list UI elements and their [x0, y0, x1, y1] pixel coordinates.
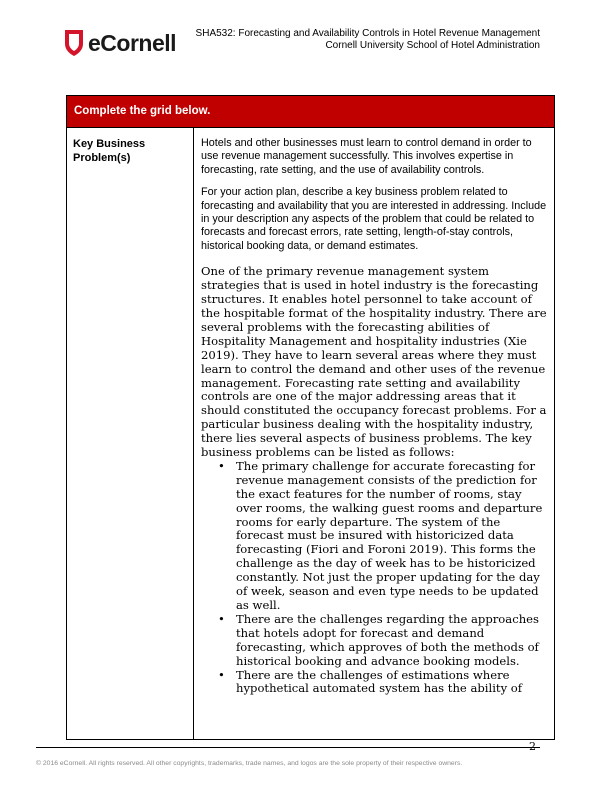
- page-number: 2: [529, 740, 536, 753]
- document-header: [196, 28, 540, 52]
- bullet-icon: •: [218, 667, 225, 682]
- grid-row: [67, 128, 554, 740]
- list-item-text: There are the challenges regarding the approaches that hotels adopt for forecast and demand forecasting, which approves of both the methods of historical booking and advance booking models.: [236, 611, 539, 668]
- copyright-notice: © 2016 eCornell. All rights reserved. All other copyrights, trademarks, trade names, and logos are the sole property of their respective owners.: [36, 760, 463, 767]
- course-title: SHA532: Forecasting and Availability Controls in Hotel Revenue Management: [195, 28, 540, 39]
- row-content: [194, 128, 554, 696]
- list-item: [218, 611, 548, 669]
- prompt-paragraph-1: Hotels and other businesses must learn to control demand in order to use revenue management successfully. This involves expertise in forecasting, rate setting, and the use of availability controls.: [201, 137, 532, 176]
- footer-divider: [36, 747, 540, 748]
- shield-icon: [64, 29, 84, 57]
- bullet-icon: •: [218, 611, 225, 626]
- row-label: Key Business Problem(s): [67, 128, 194, 740]
- prompt-paragraph-2: For your action plan, describe a key business problem related to forecasting and availability that you are interested in addressing. Include in your description any aspects of the problem that could be related to forecasts and forecast errors, rate setting, length-of-stay controls, historical booking data, or demand estimates.: [201, 186, 547, 252]
- school-name: Cornell University School of Hotel Administration: [325, 40, 540, 51]
- brand-name: eCornell: [88, 29, 177, 56]
- answer-paragraph: One of the primary revenue management system strategies that is used in hotel industry is the forecasting structures. It enables hotel personnel to take account of the hospitable format of the hospitality industry. There are several problems with the forecasting abilities of Hospitality Management and hospitality industries (Xie 2019). They have to learn several areas where they must learn to control the demand and other uses of the revenue management. Forecasting rate setting and availability controls are one of the major addressing areas that it should constituted the occupancy forecast problems. For a particular business dealing with the hospitality industry, there lies several aspects of business problems. The key business problems can be listed as follows:: [201, 264, 547, 460]
- bullet-icon: •: [218, 458, 225, 473]
- ecornell-logo: [64, 28, 176, 58]
- list-item-text: There are the challenges of estimations where hypothetical automated system has the ability of: [236, 667, 523, 696]
- list-item: [218, 458, 548, 613]
- list-item: [218, 667, 548, 697]
- list-item-text: The primary challenge for accurate forecasting for revenue management consists of the prediction for the exact features for the number of rooms, stay over rooms, the walking guest rooms and departure rooms for early departure. The system of the forecast must be insured with historicized data forecasting (Fiori and Foroni 2019). This forms the challenge as the day of week has to be historicized constantly. Not just the proper updating for the day of week, season and even type needs to be updated as well.: [236, 458, 543, 612]
- action-plan-grid: [66, 95, 555, 740]
- problem-list: [201, 460, 548, 696]
- grid-heading: Complete the grid below.: [67, 96, 554, 128]
